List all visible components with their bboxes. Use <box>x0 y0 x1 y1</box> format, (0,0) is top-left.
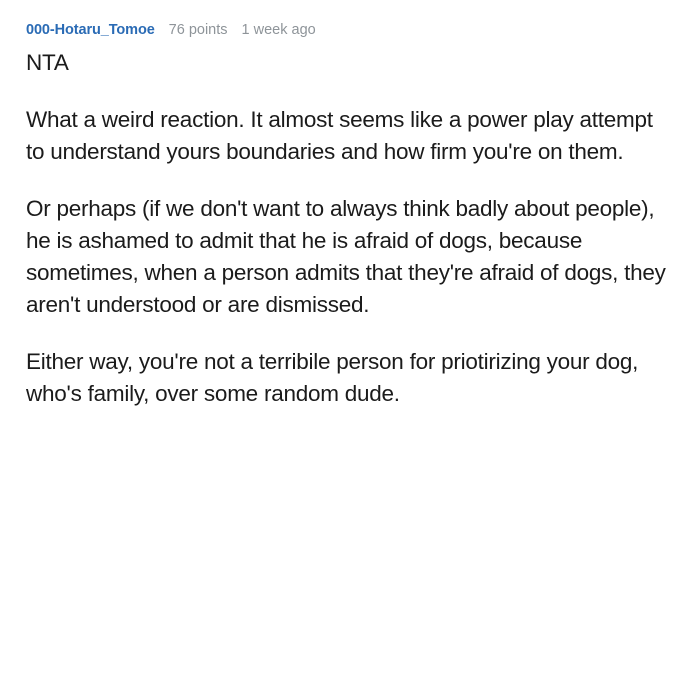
comment-paragraph: Either way, you're not a terribile person for priotirizing your dog, who's family, over some random dude. <box>26 348 639 406</box>
comment-score: 76 points <box>168 22 228 38</box>
comment-body <box>26 47 674 409</box>
comment-paragraph: NTA <box>26 50 69 75</box>
comment-paragraph: Or perhaps (if we don't want to always think badly about people), he is ashamed to admit that he is afraid of dogs, because sometimes, when a person admits that they're afraid of dogs, they aren't understood or are dismissed. <box>26 195 666 317</box>
comment-paragraph: What a weird reaction. It almost seems like a power play attempt to understand yours boundaries and how firm you're on them. <box>26 106 653 164</box>
comment-meta <box>26 22 674 38</box>
comment-author-link[interactable]: 000-Hotaru_Tomoe <box>26 22 155 38</box>
comment-timestamp: 1 week ago <box>241 22 316 38</box>
